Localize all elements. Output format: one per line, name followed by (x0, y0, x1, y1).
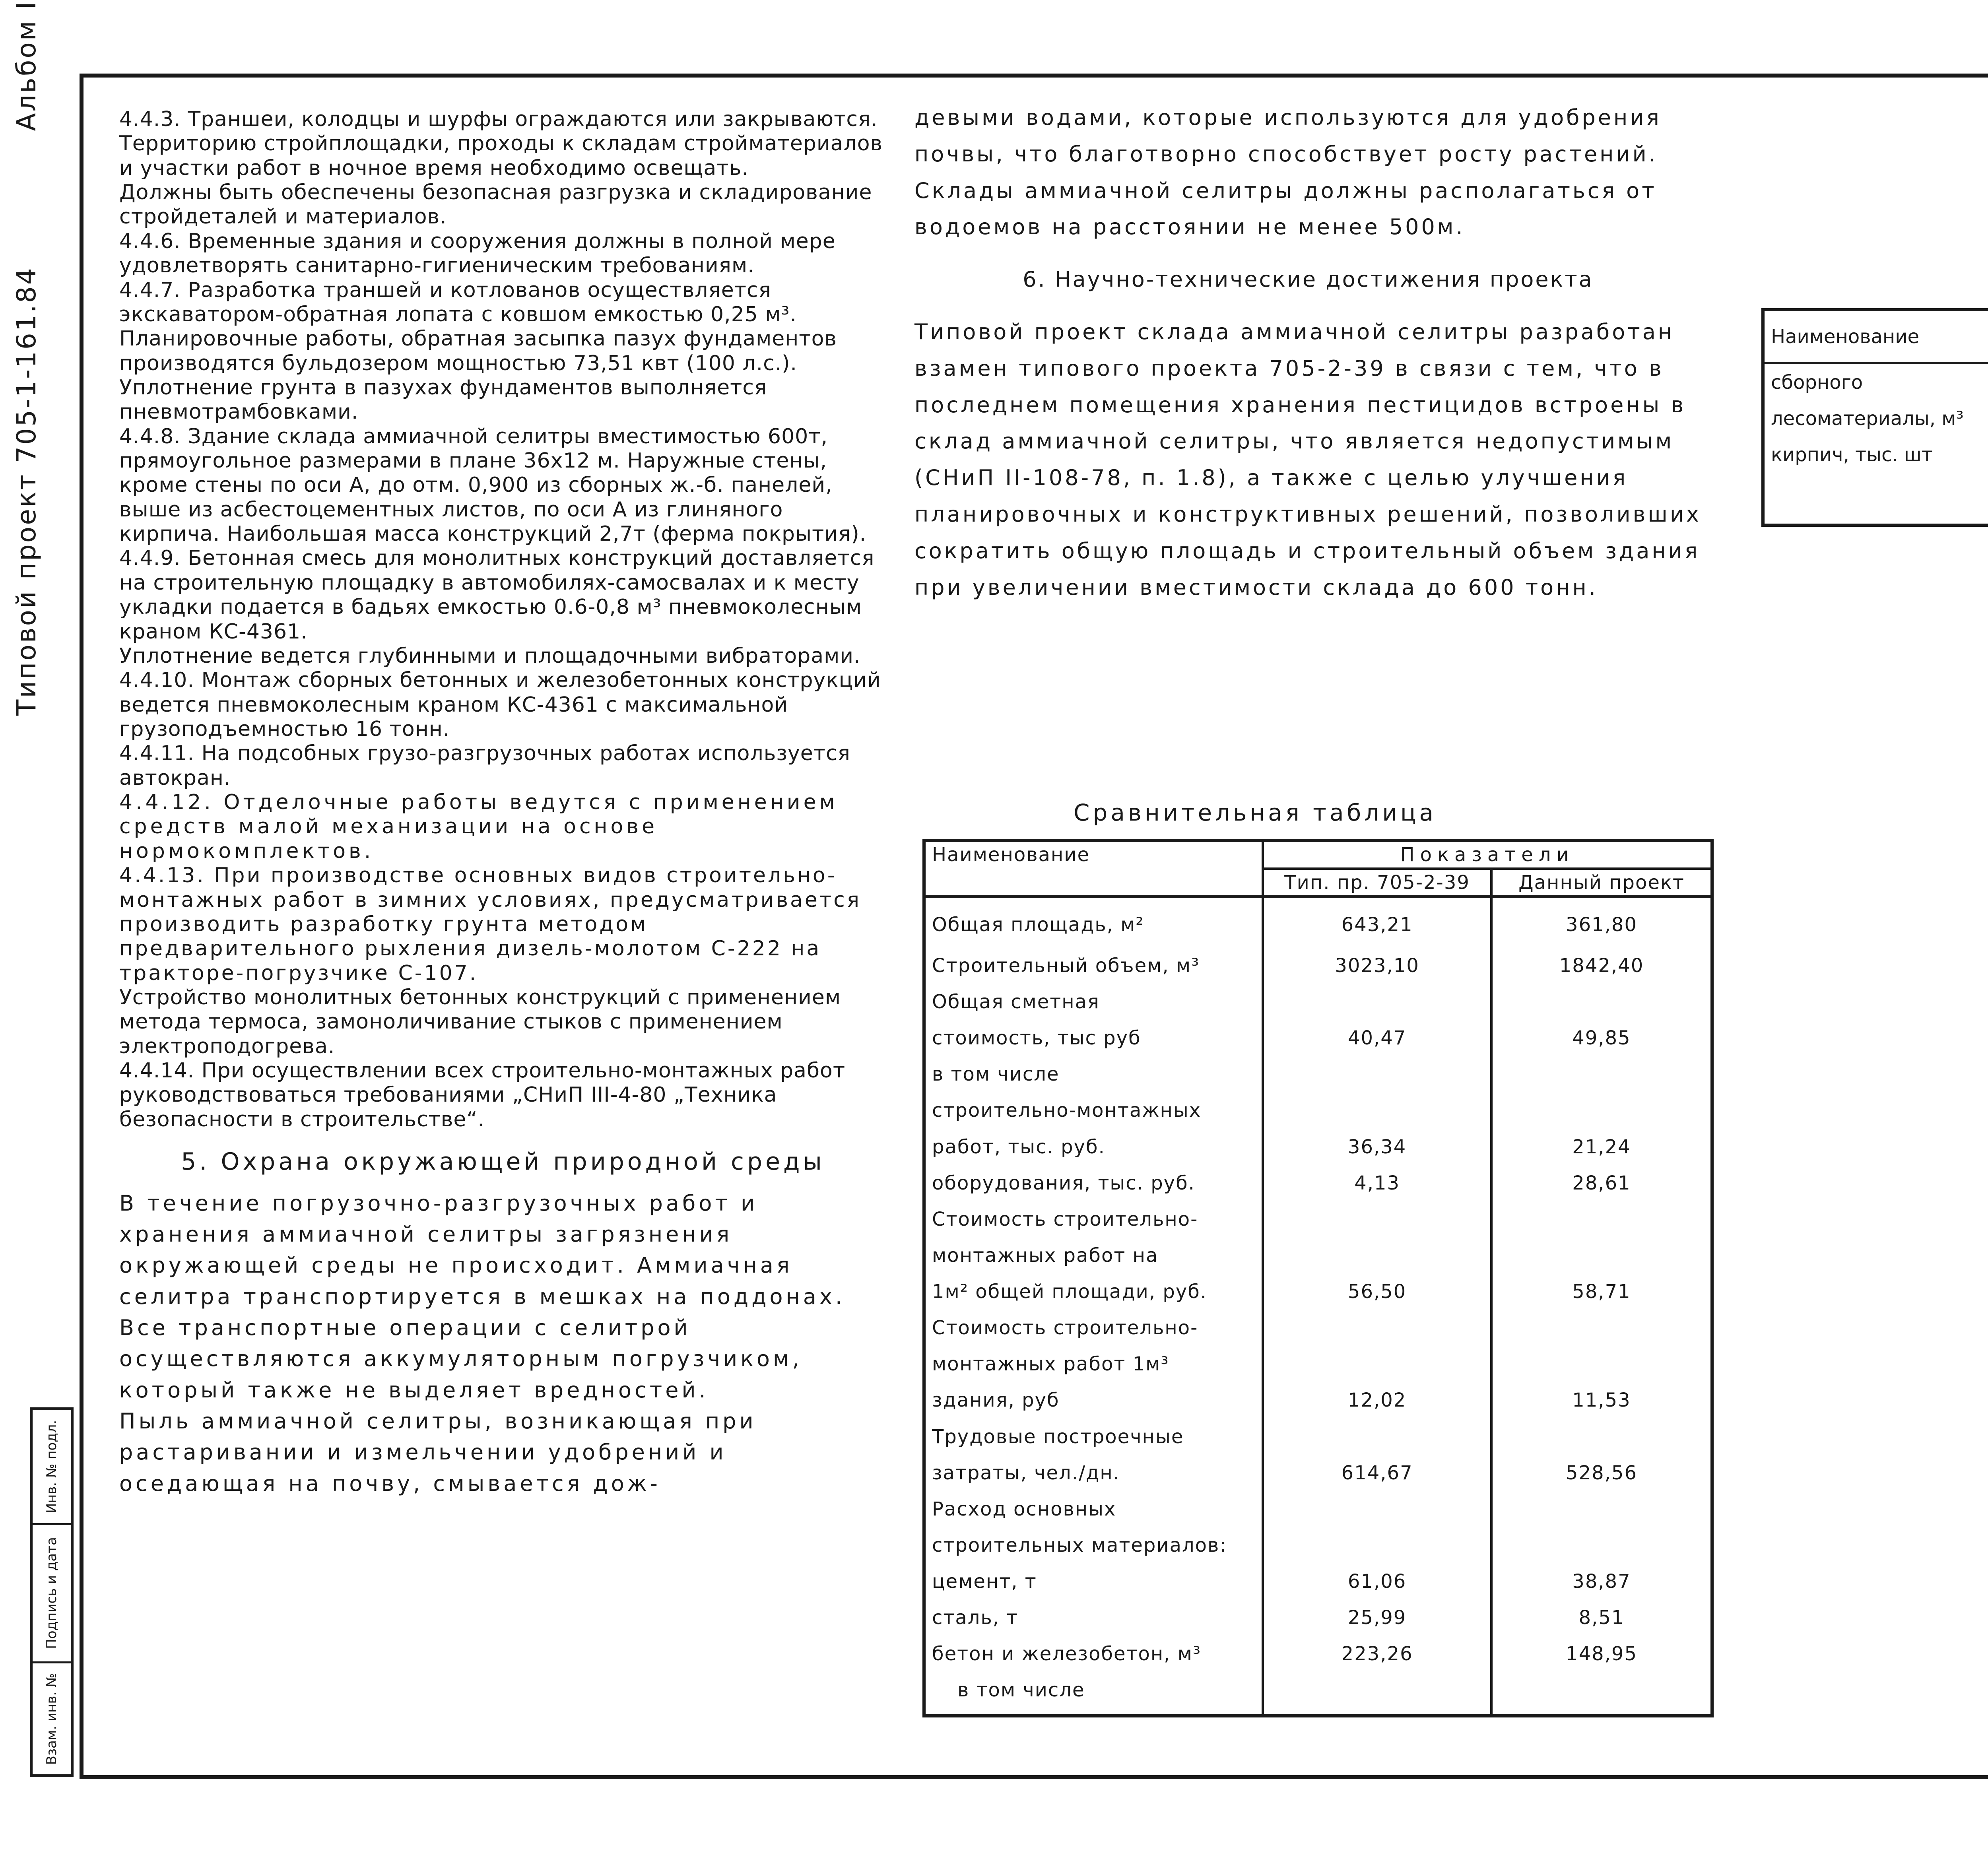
cell-v1 (1263, 1533, 1491, 1569)
table-row (924, 953, 1712, 989)
cell-v2 (1491, 1496, 1712, 1533)
cell-v2 (1491, 1315, 1712, 1351)
cell-v2 (1491, 1098, 1712, 1134)
cell-name: монтажных работ 1м³ (924, 1351, 1263, 1387)
cell-v1 (1263, 1351, 1491, 1387)
stamp-label-replace: Взам. инв. № (44, 1673, 60, 1765)
cell-v2: 38,87 (1491, 1569, 1712, 1605)
para-vibration: Уплотнение ведется глубинными и площадочными вибраторами. (119, 644, 861, 668)
cell-v1 (1263, 1424, 1491, 1460)
table-row (924, 1496, 1712, 1533)
comparison-table (922, 839, 1714, 1717)
table-row (924, 1387, 1712, 1424)
cell-name: лесоматериалы, м³ (1763, 401, 1988, 437)
comparison-header-col2: Данный проект (1491, 869, 1712, 897)
table-row (924, 989, 1712, 1025)
table-row (1763, 437, 1988, 473)
cell-v2 (1491, 1243, 1712, 1279)
cell-v2: 528,56 (1491, 1460, 1712, 1496)
para-compaction: Уплотнение грунта в пазухах фундаментов выполняется пневмотрамбовками. (119, 375, 767, 424)
table-row (924, 1351, 1712, 1387)
para-4-4-10: 4.4.10. Монтаж сборных бетонных и железобетонных конструкций ведется пневмоколесным краном КС-4361 с максимальной грузоподъемностью 16 тонн. (119, 668, 881, 741)
cell-v1 (1263, 1207, 1491, 1243)
para-4-4-12: 4.4.12. Отделочные работы ведутся с применением средств малой механизации на основе нормокомплектов. (119, 790, 838, 863)
cell-name: сборного (1763, 363, 1988, 401)
stamp-column (30, 1407, 74, 1777)
cell-name: сталь, т (924, 1605, 1263, 1641)
side-title-album: Альбом I (11, 0, 42, 131)
table-row (924, 897, 1712, 953)
para-4-4-6: 4.4.6. Временные здания и сооружения должны в полной мере удовлетворять санитарно-гигиеническим требованиям. (119, 229, 836, 278)
cell-v2 (1491, 989, 1712, 1025)
table-row (924, 1315, 1712, 1351)
para-4-4-13: 4.4.13. При производстве основных видов строительно-монтажных работ в зимних условиях, предусматривается производить разработку грунта методом предварительного рыхления дизель-молотом С-222 на тракторе-погрузчике С-107. (119, 864, 862, 985)
cell-v2: 11,53 (1491, 1387, 1712, 1424)
cell-v1: 40,47 (1263, 1025, 1491, 1061)
table-row (924, 1134, 1712, 1170)
storage-distance-note: Склады аммиачной селитры должны располагаться от водоемов на расстоянии не менее 500м. (914, 178, 1657, 240)
table-row (924, 1025, 1712, 1061)
cell-v1 (1263, 1061, 1491, 1098)
cell-v1: 614,67 (1263, 1460, 1491, 1496)
cell-name: Строительный объем, м³ (924, 953, 1263, 989)
section6-heading: 6. Научно-технические достижения проекта (1023, 267, 1594, 292)
section5-para-1: В течение погрузочно-разгрузочных работ и хранения аммиачной селитры загрязнения окружающей среды не происходит. Аммиачная селитра транспортируется в мешках на поддонах. Все транспортные операции с селитрой осуществляются аккумуляторным погрузчиком, который также не выделяет вредностей. (119, 1190, 846, 1403)
comparison-table-title: Сравнительная таблица (1074, 799, 1437, 826)
table-row (924, 1061, 1712, 1098)
cell-v2 (1491, 1533, 1712, 1569)
section5-continuation: девыми водами, которые используются для удобрения почвы, что благотворно способствует росту растений. (914, 105, 1662, 167)
cell-name: Стоимость строительно- (924, 1315, 1263, 1351)
middle-text-column (914, 99, 1702, 605)
cell-name: цемент, т (924, 1569, 1263, 1605)
cell-name: Расход основных (924, 1496, 1263, 1533)
table-row (924, 1207, 1712, 1243)
stamp-cell-sign (33, 1523, 71, 1661)
cell-name: стоимость, тыс руб (924, 1025, 1263, 1061)
para-4-4-7: 4.4.7. Разработка траншей и котлованов осуществляется экскаватором-обратная лопата с ковшом емкостью 0,25 м³. (119, 278, 797, 326)
cell-v2 (1491, 1207, 1712, 1243)
cell-v1 (1263, 1496, 1491, 1533)
para-unloading: Должны быть обеспечены безопасная разгрузка и складирование стройдеталей и материалов. (119, 180, 872, 229)
cell-v2: 1842,40 (1491, 953, 1712, 989)
table-row (924, 1533, 1712, 1569)
cell-name: оборудования, тыс. руб. (924, 1170, 1263, 1207)
cell-v1 (1263, 1243, 1491, 1279)
table-row (924, 1605, 1712, 1641)
cell-v1 (1263, 1098, 1491, 1134)
para-lighting: Территорию стройплощадки, проходы к складам стройматериалов и участки работ в ночное время необходимо освещать. (119, 132, 883, 180)
table-row (924, 1170, 1712, 1207)
table-row (924, 1677, 1712, 1716)
para-monolith: Устройство монолитных бетонных конструкций с применением метода термоса, замоноличивание стыков с применением электроподогрева. (119, 985, 841, 1058)
cell-v1: 36,34 (1263, 1134, 1491, 1170)
cell-name: бетон и железобетон, м³ (924, 1641, 1263, 1677)
table-row (924, 1641, 1712, 1677)
comparison-header-name: Наименование (924, 840, 1263, 897)
cell-v2: 21,24 (1491, 1134, 1712, 1170)
cell-v2: 361,80 (1491, 897, 1712, 953)
cell-v2 (1491, 1351, 1712, 1387)
table-row (1763, 401, 1988, 437)
continuation-header-name: Наименование (1763, 310, 1988, 363)
cell-name: затраты, чел./дн. (924, 1460, 1263, 1496)
table-row (924, 1424, 1712, 1460)
section5-para-2: Пыль аммиачной селитры, возникающая при растаривании и измельчении удобрений и оседающая на почву, смывается дож- (119, 1408, 757, 1496)
table-row (924, 1279, 1712, 1315)
cell-v2: 58,71 (1491, 1279, 1712, 1315)
cell-name: в том числе (924, 1061, 1263, 1098)
cell-name: работ, тыс. руб. (924, 1134, 1263, 1170)
table-row-spacer (1763, 473, 1988, 525)
section6-text: Типовой проект склада аммиачной селитры разработан взамен типового проекта 705-2-39 в связи с тем, что в последнем помещения хранения пестицидов встроены в склад аммиачной селитры, что является недопустимым (СНиП II-108-78, п. 1.8), а также с целью улучшения планировочных и конструктивных решений, позволивших сократить общую площадь и строительный объем здания при увеличении вместимости склада до 600 тонн. (914, 319, 1701, 600)
side-title (11, 0, 42, 716)
stamp-cell-inv (33, 1410, 71, 1523)
table-row (924, 1098, 1712, 1134)
cell-name: монтажных работ на (924, 1243, 1263, 1279)
stamp-label-sign: Подпись и дата (44, 1537, 60, 1649)
table-row (924, 1569, 1712, 1605)
para-4-4-9: 4.4.9. Бетонная смесь для монолитных конструкций доставляется на строительную площадку в автомобилях-самосвалах и к месту укладки подается в бадьях емкостью 0.6-0,8 м³ пневмоколесным краном КС-4361. (119, 546, 875, 644)
cell-v2: 8,51 (1491, 1605, 1712, 1641)
cell-v1: 223,26 (1263, 1641, 1491, 1677)
section5-heading: 5. Охрана окружающей природной среды (181, 1148, 825, 1176)
cell-v2 (1491, 1677, 1712, 1716)
cell-v1: 12,02 (1263, 1387, 1491, 1424)
comparison-header-group: Показатели (1263, 840, 1712, 869)
cell-v1: 3023,10 (1263, 953, 1491, 989)
cell-v2 (1491, 1061, 1712, 1098)
cell-v1: 25,99 (1263, 1605, 1491, 1641)
cell-name: Стоимость строительно- (924, 1207, 1263, 1243)
cell-v1: 643,21 (1263, 897, 1491, 953)
table-row (924, 1243, 1712, 1279)
para-4-4-11: 4.4.11. На подсобных грузо-разгрузочных работах используется автокран. (119, 741, 850, 790)
cell-v2: 148,95 (1491, 1641, 1712, 1677)
cell-v1 (1263, 1677, 1491, 1716)
side-title-project: Типовой проект 705-1-161.84 (11, 266, 42, 716)
cell-v1 (1263, 1315, 1491, 1351)
cell-v2: 28,61 (1491, 1170, 1712, 1207)
para-4-4-8: 4.4.8. Здание склада аммиачной селитры вместимостью 600т, прямоугольное размерами в плане 36x12 м. Наружные стены, кроме стены по оси А, до отм. 0,900 из сборных ж.-б. панелей, выше из асбестоцементных листов, по оси А из глиняного кирпича. Наибольшая масса конструкций 2,7т (ферма покрытия). (119, 424, 867, 546)
para-planning: Планировочные работы, обратная засыпка пазух фундаментов производятся бульдозером мощностью 73,51 квт (100 л.с.). (119, 327, 837, 375)
continuation-table (1761, 308, 1988, 527)
cell-name: строительных материалов: (924, 1533, 1263, 1569)
cell-name: Общая площадь, м² (924, 897, 1263, 953)
cell-v2: 49,85 (1491, 1025, 1712, 1061)
stamp-cell-replace (33, 1661, 71, 1774)
cell-v1: 4,13 (1263, 1170, 1491, 1207)
cell-name: Общая сметная (924, 989, 1263, 1025)
para-4-4-14: 4.4.14. При осуществлении всех строительно-монтажных работ руководствоваться требованиями „СНиП III-4-80 „Техника безопасности в строительстве“. (119, 1059, 846, 1131)
comparison-header-col1: Тип. пр. 705-2-39 (1263, 869, 1491, 897)
cell-name: Трудовые построечные (924, 1424, 1263, 1460)
cell-name: здания, руб (924, 1387, 1263, 1424)
cell-v1 (1263, 989, 1491, 1025)
para-4-4-3: 4.4.3. Траншеи, колодцы и шурфы ограждаются или закрываются. (119, 107, 878, 131)
table-row (1763, 363, 1988, 401)
cell-name: строительно-монтажных (924, 1098, 1263, 1134)
cell-name: кирпич, тыс. шт (1763, 437, 1988, 473)
cell-name: в том числе (924, 1677, 1263, 1716)
table-row (924, 1460, 1712, 1496)
cell-v1: 56,50 (1263, 1279, 1491, 1315)
cell-v2 (1491, 1424, 1712, 1460)
stamp-label-inv: Инв. № подл. (44, 1420, 60, 1514)
cell-name: 1м² общей площади, руб. (924, 1279, 1263, 1315)
cell-v1: 61,06 (1263, 1569, 1491, 1605)
left-text-column (119, 107, 887, 1499)
